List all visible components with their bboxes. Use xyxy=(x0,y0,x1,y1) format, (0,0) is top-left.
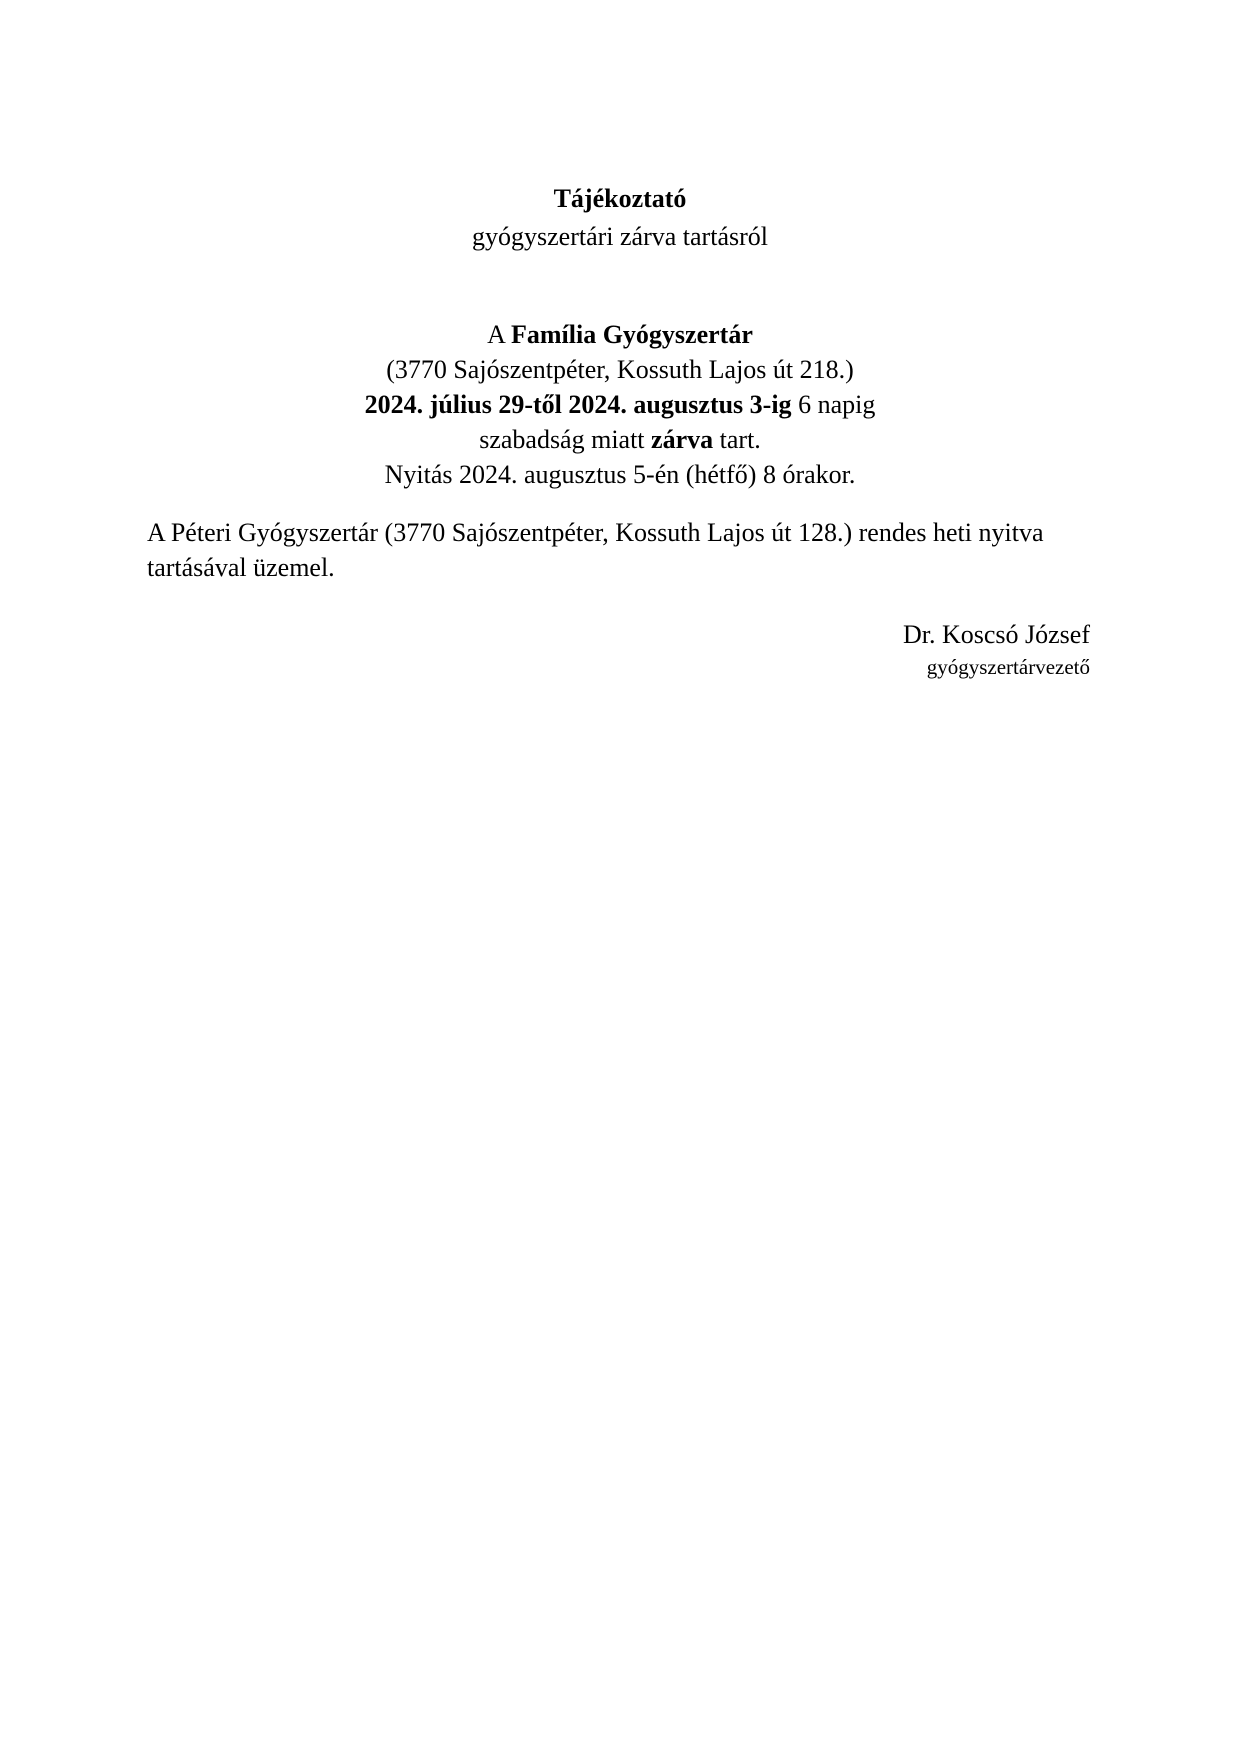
closure-duration: 6 napig xyxy=(798,390,876,419)
pharmacy-address: (3770 Sajószentpéter, Kossuth Lajos út 218.) xyxy=(386,355,854,384)
reopening-info: Nyitás 2024. augusztus 5-én (hétfő) 8 órakor. xyxy=(384,460,856,489)
closure-notice xyxy=(0,317,1240,492)
header xyxy=(0,180,1240,256)
closure-reason xyxy=(0,422,1240,457)
reason-suffix: tart. xyxy=(713,425,761,454)
closed-word: zárva xyxy=(651,425,714,454)
period-end: 2024. augusztus 3-ig xyxy=(568,390,792,419)
pharmacy-line xyxy=(0,317,1240,352)
signatory-name: Dr. Koscsó József xyxy=(902,620,1090,649)
page-subtitle: gyógyszertári zárva tartásról xyxy=(472,222,768,251)
pharmacy-name: Família Gyógyszertár xyxy=(510,320,753,349)
alternative-pharmacy-paragraph: A Péteri Gyógyszertár (3770 Sajószentpéter, Kossuth Lajos út 128.) rendes heti nyitva tartásával üzemel. xyxy=(147,518,1044,582)
pharmacy-prefix: A xyxy=(487,320,511,349)
signatory-role: gyógyszertárvezető xyxy=(926,655,1090,679)
signature-block xyxy=(903,618,1090,682)
closure-period xyxy=(0,387,1240,422)
period-start: 2024. július 29-től xyxy=(364,390,562,419)
page-title: Tájékoztató xyxy=(553,184,687,213)
reason-prefix: szabadság miatt xyxy=(479,425,652,454)
